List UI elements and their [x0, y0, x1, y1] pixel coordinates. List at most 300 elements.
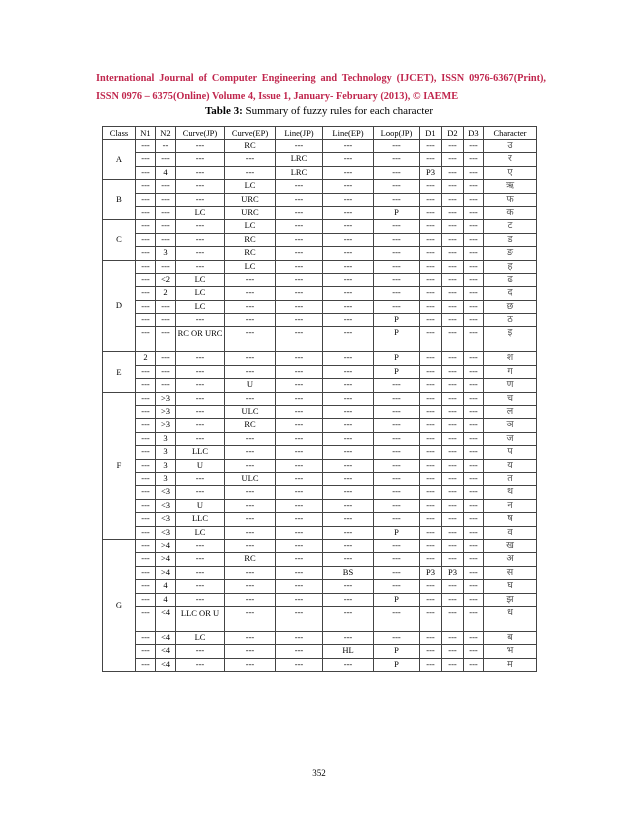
table-row	[103, 220, 537, 233]
character-cell	[484, 432, 537, 445]
rule-cell: ---	[156, 260, 176, 273]
rule-cell: ---	[276, 446, 323, 459]
rule-cell: ---	[176, 379, 225, 392]
rule-cell: ---	[176, 352, 225, 365]
character-cell	[484, 539, 537, 552]
rule-cell: ---	[420, 593, 442, 606]
rule-cell: URC	[225, 193, 276, 206]
rule-cell: ---	[156, 220, 176, 233]
rule-cell: ---	[323, 459, 374, 472]
rule-cell: ---	[136, 193, 156, 206]
rule-cell: ---	[464, 247, 484, 260]
rule-cell: LRC	[276, 166, 323, 179]
rule-cell: ---	[464, 166, 484, 179]
rule-cell: ---	[323, 233, 374, 246]
rule-cell: ---	[374, 459, 420, 472]
rule-cell: ---	[276, 273, 323, 286]
character-cell	[484, 140, 537, 153]
column-header: Curve(EP)	[225, 127, 276, 140]
rule-cell: ---	[442, 166, 464, 179]
rule-cell: ---	[136, 486, 156, 499]
table-row	[103, 352, 537, 365]
rule-cell: ---	[420, 193, 442, 206]
rule-cell: ---	[374, 513, 420, 526]
rule-cell: ---	[374, 287, 420, 300]
rule-cell: ---	[464, 233, 484, 246]
character-cell	[484, 287, 537, 300]
rule-cell: ---	[136, 247, 156, 260]
character-glyph: ण	[506, 379, 514, 391]
character-cell	[484, 566, 537, 579]
rule-cell: RC	[225, 247, 276, 260]
rule-cell: LLC OR U	[176, 606, 225, 631]
rule-cell: ---	[420, 486, 442, 499]
character-glyph: ह	[507, 260, 513, 272]
rule-cell: ---	[420, 153, 442, 166]
rule-cell: ---	[374, 499, 420, 512]
rule-cell: ---	[176, 486, 225, 499]
rule-cell: ---	[136, 287, 156, 300]
class-cell: A	[103, 140, 136, 180]
character-glyph: त	[507, 472, 513, 484]
rule-cell: U	[176, 459, 225, 472]
rule-cell: ---	[136, 300, 156, 313]
column-header: Line(EP)	[323, 127, 374, 140]
rule-cell: ---	[136, 153, 156, 166]
table-row	[103, 406, 537, 419]
rule-cell: >3	[156, 392, 176, 405]
rule-cell: ---	[420, 432, 442, 445]
rule-cell: ---	[225, 327, 276, 352]
rule-cell: ---	[136, 392, 156, 405]
rule-cell: 3	[156, 446, 176, 459]
rule-cell: ---	[374, 606, 420, 631]
rule-cell: ---	[276, 526, 323, 539]
fuzzy-rules-table	[102, 126, 537, 672]
rule-cell: RC	[225, 140, 276, 153]
rule-cell: ---	[136, 314, 156, 327]
rule-cell: ---	[136, 472, 156, 485]
rule-cell: 4	[156, 166, 176, 179]
table-row	[103, 273, 537, 286]
rule-cell: ---	[420, 233, 442, 246]
rule-cell: LC	[176, 287, 225, 300]
rule-cell: ---	[225, 486, 276, 499]
rule-cell: ---	[464, 392, 484, 405]
table-row	[103, 580, 537, 593]
table-row	[103, 419, 537, 432]
character-glyph: छ	[506, 300, 514, 312]
rule-cell: LC	[176, 206, 225, 219]
rule-cell: ---	[136, 327, 156, 352]
character-glyph: उ	[507, 140, 513, 151]
rule-cell: ---	[442, 220, 464, 233]
rule-cell: ---	[176, 580, 225, 593]
rule-cell: ---	[276, 314, 323, 327]
rule-cell: ---	[442, 314, 464, 327]
rule-cell: ---	[323, 419, 374, 432]
character-cell	[484, 658, 537, 671]
character-cell	[484, 580, 537, 593]
rule-cell: ---	[442, 247, 464, 260]
rule-cell: ---	[156, 206, 176, 219]
rule-cell: ---	[136, 260, 156, 273]
rule-cell: ---	[442, 273, 464, 286]
character-glyph: ङ	[506, 247, 514, 259]
rule-cell: ---	[323, 499, 374, 512]
table-row	[103, 379, 537, 392]
rule-cell: ---	[442, 593, 464, 606]
rule-cell: ---	[442, 539, 464, 552]
rule-cell: ---	[225, 153, 276, 166]
rule-cell: ---	[420, 526, 442, 539]
rule-cell: ---	[156, 233, 176, 246]
rule-cell: ---	[225, 300, 276, 313]
rule-cell: ---	[420, 379, 442, 392]
rule-cell: ---	[276, 287, 323, 300]
rule-cell: ---	[420, 300, 442, 313]
rule-cell: ---	[276, 631, 323, 644]
rule-cell: ---	[323, 206, 374, 219]
rule-cell: ---	[374, 260, 420, 273]
rule-cell: ---	[464, 300, 484, 313]
rule-cell: P	[374, 314, 420, 327]
rule-cell: ---	[420, 580, 442, 593]
rule-cell: ---	[225, 166, 276, 179]
rule-cell: ---	[442, 645, 464, 658]
table-row	[103, 593, 537, 606]
rule-cell: HL	[323, 645, 374, 658]
rule-cell: <3	[156, 526, 176, 539]
rule-cell: LC	[225, 260, 276, 273]
rule-cell: ---	[225, 631, 276, 644]
character-glyph: फ	[506, 193, 514, 205]
rule-cell: ---	[225, 645, 276, 658]
rule-cell: ---	[276, 206, 323, 219]
character-cell	[484, 193, 537, 206]
rule-cell: ---	[276, 645, 323, 658]
rule-cell: ---	[420, 513, 442, 526]
character-glyph: ए	[507, 166, 513, 178]
class-cell: C	[103, 220, 136, 260]
rule-cell: ---	[176, 539, 225, 552]
rule-cell: ---	[176, 153, 225, 166]
rule-cell: <2	[156, 273, 176, 286]
rule-cell: ---	[442, 631, 464, 644]
rule-cell: ---	[136, 539, 156, 552]
character-cell	[484, 233, 537, 246]
rule-cell: ---	[420, 327, 442, 352]
character-glyph: स	[506, 566, 514, 578]
character-cell	[484, 459, 537, 472]
character-cell	[484, 352, 537, 365]
rule-cell: LC	[176, 631, 225, 644]
rule-cell: ---	[136, 140, 156, 153]
rule-cell: ---	[464, 446, 484, 459]
column-header: Line(JP)	[276, 127, 323, 140]
rule-cell: ---	[442, 513, 464, 526]
column-header: D1	[420, 127, 442, 140]
rule-cell: ---	[176, 472, 225, 485]
rule-cell: ---	[176, 314, 225, 327]
rule-cell: ---	[136, 233, 156, 246]
character-glyph: ञ	[506, 419, 514, 431]
rule-cell: ---	[374, 472, 420, 485]
rule-cell: <4	[156, 631, 176, 644]
rule-cell: ---	[420, 419, 442, 432]
table-row	[103, 300, 537, 313]
rule-cell: ---	[323, 287, 374, 300]
rule-cell: ---	[442, 499, 464, 512]
character-cell	[484, 220, 537, 233]
rule-cell: ---	[156, 352, 176, 365]
rule-cell: >4	[156, 553, 176, 566]
rule-cell: ---	[420, 658, 442, 671]
rule-cell: ---	[136, 631, 156, 644]
rule-cell: ---	[442, 526, 464, 539]
table-row	[103, 260, 537, 273]
rule-cell: ---	[374, 233, 420, 246]
character-cell	[484, 180, 537, 193]
rule-cell: ---	[464, 352, 484, 365]
rule-cell: LC	[225, 180, 276, 193]
table-row	[103, 472, 537, 485]
rule-cell: ---	[176, 566, 225, 579]
character-glyph: म	[507, 658, 513, 670]
rule-cell: ---	[136, 513, 156, 526]
rule-cell: BS	[323, 566, 374, 579]
rule-cell: ---	[156, 365, 176, 378]
rule-cell: ---	[420, 499, 442, 512]
rule-cell: <3	[156, 486, 176, 499]
rule-cell: ---	[323, 553, 374, 566]
table-row	[103, 247, 537, 260]
rule-cell: ---	[276, 233, 323, 246]
character-cell	[484, 273, 537, 286]
rule-cell: ---	[156, 300, 176, 313]
rule-cell: ---	[136, 580, 156, 593]
rule-cell: ---	[136, 180, 156, 193]
rule-cell: ---	[442, 446, 464, 459]
rule-cell: ---	[464, 379, 484, 392]
rule-cell: ---	[176, 233, 225, 246]
rule-cell: ---	[464, 513, 484, 526]
rule-cell: ---	[225, 273, 276, 286]
rule-cell: ---	[442, 260, 464, 273]
rule-cell: ---	[464, 220, 484, 233]
character-cell	[484, 379, 537, 392]
column-header: N2	[156, 127, 176, 140]
table-header-row	[103, 127, 537, 140]
rule-cell: ---	[442, 206, 464, 219]
rule-cell: ---	[464, 499, 484, 512]
table-row	[103, 193, 537, 206]
rule-cell: ---	[374, 539, 420, 552]
rule-cell: ---	[276, 140, 323, 153]
rule-cell: ---	[442, 486, 464, 499]
rule-cell: ---	[464, 645, 484, 658]
rule-cell: ---	[136, 553, 156, 566]
character-cell	[484, 166, 537, 179]
rule-cell: ---	[464, 631, 484, 644]
rule-cell: ---	[442, 580, 464, 593]
rule-cell: ---	[442, 472, 464, 485]
rule-cell: ---	[176, 166, 225, 179]
rule-cell: ---	[176, 193, 225, 206]
rule-cell: RC	[225, 233, 276, 246]
rule-cell: ---	[156, 327, 176, 352]
rule-cell: ---	[276, 593, 323, 606]
rule-cell: ---	[464, 193, 484, 206]
rule-cell: ---	[176, 406, 225, 419]
character-cell	[484, 260, 537, 273]
rule-cell: ---	[136, 419, 156, 432]
rule-cell: ---	[323, 352, 374, 365]
rule-cell: ---	[420, 631, 442, 644]
rule-cell: ---	[442, 327, 464, 352]
rule-cell: ---	[374, 153, 420, 166]
page-number: 352	[312, 768, 326, 778]
rule-cell: ---	[442, 153, 464, 166]
rule-cell: ---	[136, 379, 156, 392]
table-row	[103, 658, 537, 671]
rule-cell: ---	[464, 327, 484, 352]
rule-cell: ---	[176, 140, 225, 153]
character-cell	[484, 446, 537, 459]
column-header: Class	[103, 127, 136, 140]
column-header: D3	[464, 127, 484, 140]
rule-cell: ---	[442, 432, 464, 445]
rule-cell: U	[225, 379, 276, 392]
rule-cell: ---	[276, 419, 323, 432]
rule-cell: ---	[323, 392, 374, 405]
rule-cell: ---	[374, 273, 420, 286]
rule-cell: RC OR URC	[176, 327, 225, 352]
rule-cell: RC	[225, 419, 276, 432]
rule-cell: ---	[464, 419, 484, 432]
rule-cell: ---	[374, 180, 420, 193]
table-row	[103, 153, 537, 166]
column-header: D2	[442, 127, 464, 140]
rule-cell: ---	[464, 593, 484, 606]
table-row	[103, 287, 537, 300]
rule-cell: ---	[323, 247, 374, 260]
rule-cell: ---	[442, 365, 464, 378]
rule-cell: ---	[442, 606, 464, 631]
rule-cell: ---	[374, 631, 420, 644]
rule-cell: ---	[374, 140, 420, 153]
rule-cell: ---	[323, 406, 374, 419]
rule-cell: ---	[323, 327, 374, 352]
rule-cell: ---	[442, 392, 464, 405]
rule-cell: LRC	[276, 153, 323, 166]
rule-cell: ---	[323, 539, 374, 552]
table-row	[103, 539, 537, 552]
rule-cell: ---	[442, 553, 464, 566]
rule-cell: ---	[176, 220, 225, 233]
table-row	[103, 392, 537, 405]
rule-cell: ---	[374, 406, 420, 419]
rule-cell: ---	[323, 606, 374, 631]
character-cell	[484, 300, 537, 313]
rule-cell: ---	[323, 260, 374, 273]
rule-cell: ---	[176, 658, 225, 671]
rule-cell: ---	[323, 526, 374, 539]
rule-cell: ---	[420, 459, 442, 472]
table-caption	[0, 105, 638, 117]
rule-cell: ---	[225, 314, 276, 327]
rule-cell: ---	[374, 166, 420, 179]
column-header: Character	[484, 127, 537, 140]
rule-cell: ---	[323, 193, 374, 206]
table-row	[103, 432, 537, 445]
class-cell: B	[103, 180, 136, 220]
rule-cell: ---	[276, 486, 323, 499]
rule-cell: ---	[420, 392, 442, 405]
rule-cell: ---	[176, 392, 225, 405]
rule-cell: ---	[276, 379, 323, 392]
rule-cell: ---	[420, 273, 442, 286]
rule-cell: ---	[323, 140, 374, 153]
rule-cell: ---	[374, 566, 420, 579]
rule-cell: ---	[323, 273, 374, 286]
rule-cell: ---	[374, 193, 420, 206]
rule-cell: 3	[156, 459, 176, 472]
rule-cell: ---	[464, 566, 484, 579]
rule-cell: ---	[464, 472, 484, 485]
character-glyph: न	[507, 499, 513, 511]
rule-cell: ---	[464, 206, 484, 219]
rule-cell: ---	[136, 459, 156, 472]
rule-cell: ---	[420, 180, 442, 193]
table-caption-label: Table 3:	[204, 105, 243, 117]
character-glyph: ट	[507, 220, 513, 232]
rule-cell: ---	[323, 166, 374, 179]
character-glyph: झ	[506, 593, 514, 605]
character-cell	[484, 472, 537, 485]
rule-cell: ---	[176, 247, 225, 260]
rule-cell: <4	[156, 658, 176, 671]
rule-cell: ---	[374, 247, 420, 260]
character-glyph: घ	[507, 580, 513, 592]
rule-cell: ---	[464, 314, 484, 327]
rule-cell: ---	[420, 606, 442, 631]
character-cell	[484, 406, 537, 419]
rule-cell: ---	[374, 486, 420, 499]
rule-cell: LC	[176, 300, 225, 313]
rule-cell: ---	[276, 180, 323, 193]
rule-cell: P	[374, 206, 420, 219]
character-glyph: ठ	[507, 314, 513, 326]
class-cell: G	[103, 539, 136, 671]
rule-cell: ---	[136, 220, 156, 233]
rule-cell: ---	[136, 645, 156, 658]
rule-cell: ---	[442, 287, 464, 300]
rule-cell: ---	[225, 580, 276, 593]
character-glyph: र	[508, 153, 512, 165]
rule-cell: ---	[136, 273, 156, 286]
character-cell	[484, 513, 537, 526]
rule-cell: ---	[276, 566, 323, 579]
rule-cell: ---	[374, 446, 420, 459]
rule-cell: ---	[420, 206, 442, 219]
rule-cell: ---	[276, 327, 323, 352]
rule-cell: 3	[156, 472, 176, 485]
rule-cell: LC	[176, 526, 225, 539]
table-row	[103, 606, 537, 631]
character-cell	[484, 606, 537, 631]
character-cell	[484, 499, 537, 512]
